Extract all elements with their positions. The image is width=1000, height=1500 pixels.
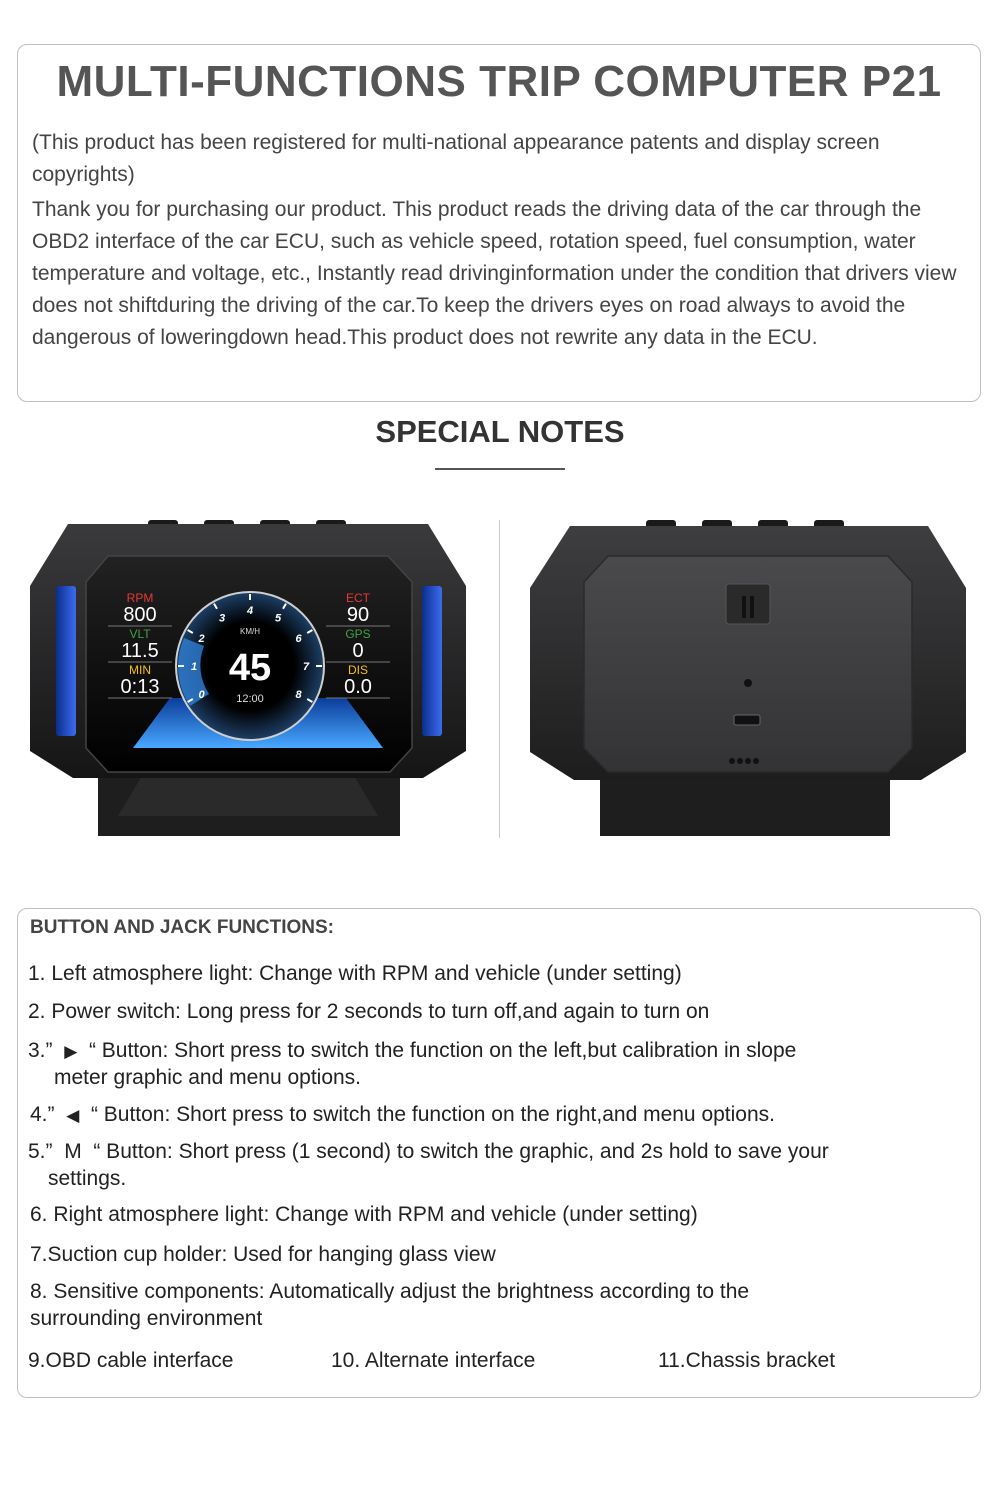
- list-item-continuation: surrounding environment: [30, 1307, 263, 1330]
- list-item: 1. Left atmosphere light: Change with RPM and vehicle (under setting): [28, 962, 682, 985]
- dial-tick-label: 4: [246, 605, 254, 617]
- special-notes-heading: SPECIAL NOTES: [375, 414, 625, 449]
- page-title: MULTI-FUNCTIONS TRIP COMPUTER P21: [56, 57, 942, 106]
- readout-value: 90: [346, 604, 370, 626]
- m-button-label: M: [64, 1140, 82, 1163]
- heading-underline: [435, 468, 565, 470]
- readout-label: GPS: [345, 627, 371, 641]
- device-back-image: [526, 516, 970, 842]
- suction-cup-holder: [726, 584, 770, 624]
- readout-label: MIN: [129, 663, 151, 677]
- dial-tick-label: 6: [295, 633, 302, 645]
- intro-panel: [17, 44, 981, 402]
- readout-value: 800: [123, 604, 157, 626]
- readout-value: 0:13: [120, 676, 160, 698]
- list-item: 5.” M “ Button: Short press (1 second) to switch the graphic, and 2s hold to save your: [28, 1140, 829, 1163]
- dial-tick-label: 2: [198, 633, 205, 645]
- image-divider: [499, 520, 500, 838]
- right-arrow-icon: ▶: [64, 1042, 78, 1061]
- list-item: 7.Suction cup holder: Used for hanging glass view: [30, 1243, 496, 1266]
- device-front-image: [28, 516, 470, 842]
- list-item: 10. Alternate interface: [331, 1349, 536, 1372]
- button-functions-heading: BUTTON AND JACK FUNCTIONS:: [30, 917, 334, 938]
- readout-label: VLT: [129, 627, 151, 641]
- list-item-continuation: meter graphic and menu options.: [54, 1066, 362, 1089]
- list-item-continuation: settings.: [48, 1167, 127, 1190]
- speed-unit: KM/H: [240, 627, 260, 636]
- readout-value: 0: [352, 640, 364, 662]
- right-atmosphere-light: [422, 586, 442, 736]
- list-item: 11.Chassis bracket: [658, 1349, 836, 1372]
- intro-body: Thank you for purchasing our product. This product reads the driving data of the car through the OBD2 interface of the car ECU, such as vehicle speed, rotation speed, fuel consumption, water temperature and voltage, etc., Instantly read drivinginformation under the condition that drivers view does not shiftduring the driving of the car.To keep the drivers eyes on road always to avoid the dangerous of loweringdown head.This product does not rewrite any data in the ECU.: [32, 198, 957, 349]
- readout-label: ECT: [346, 591, 370, 605]
- dial-tick-label: 0: [198, 689, 205, 701]
- list-item: 3.” ▶ “ Button: Short press to switch the function on the left,but calibration in slope: [28, 1037, 796, 1065]
- list-item: 9.OBD cable interface: [28, 1349, 234, 1372]
- list-item: 4.” ◀ “ Button: Short press to switch the function on the right,and menu options.: [30, 1101, 775, 1129]
- dial-tick-label: 7: [302, 661, 310, 673]
- readout-label: RPM: [126, 591, 154, 605]
- readout-value: 11.5: [121, 640, 159, 662]
- patent-note: (This product has been registered for multi-national appearance patents and display screen copyrights): [32, 131, 880, 186]
- left-arrow-icon: ◀: [66, 1106, 80, 1125]
- list-item: 2. Power switch: Long press for 2 seconds to turn off,and again to turn on: [28, 1000, 710, 1023]
- dial-tick-label: 3: [218, 612, 226, 625]
- list-item: 8. Sensitive components: Automatically adjust the brightness according to the: [30, 1280, 750, 1303]
- dial-tick-label: 8: [295, 689, 302, 701]
- speed-value: 45: [228, 647, 272, 689]
- sensitive-component: [744, 679, 752, 687]
- dial-tick-label: 1: [190, 661, 198, 673]
- alternate-interface: [734, 715, 760, 725]
- readout-label: DIS: [347, 663, 369, 677]
- left-atmosphere-light: [56, 586, 76, 736]
- button-functions-panel: [17, 908, 981, 1398]
- readout-value: 0.0: [344, 676, 372, 698]
- dial-tick-label: 5: [274, 612, 282, 625]
- clock-value: 12:00: [236, 693, 264, 705]
- list-item: 6. Right atmosphere light: Change with RPM and vehicle (under setting): [30, 1203, 698, 1226]
